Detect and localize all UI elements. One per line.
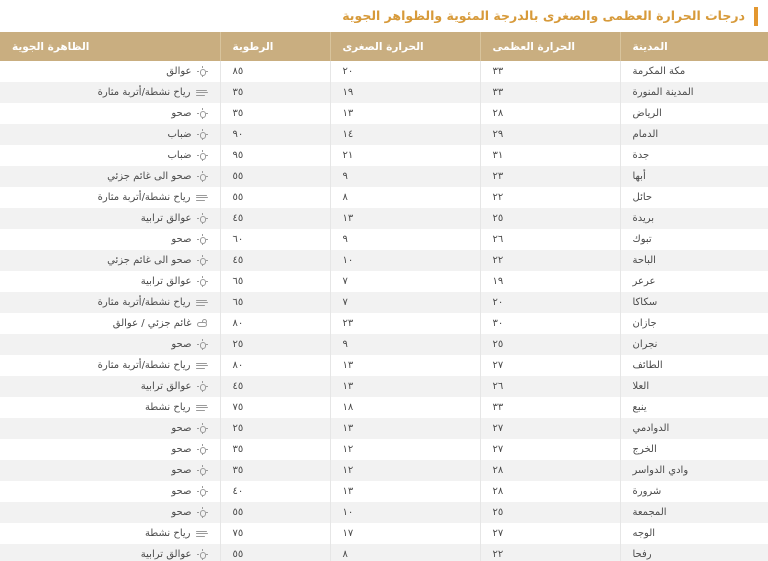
wind-icon bbox=[196, 297, 208, 308]
phenomenon-label: رياح نشطة/أتربة مثارة bbox=[97, 359, 191, 371]
cell-city: مكة المكرمة bbox=[620, 61, 768, 82]
sun-icon bbox=[197, 465, 208, 476]
cell-city: الرياض bbox=[620, 103, 768, 124]
cell-city: حائل bbox=[620, 187, 768, 208]
cell-phenomenon bbox=[0, 460, 220, 481]
sun-icon bbox=[197, 423, 208, 434]
wind-icon bbox=[196, 192, 208, 203]
cell-phenomenon bbox=[0, 439, 220, 460]
table-row bbox=[0, 523, 768, 544]
cell-min-temp: ١٠ bbox=[330, 502, 480, 523]
cell-city: شرورة bbox=[620, 481, 768, 502]
cell-min-temp: ٢١ bbox=[330, 145, 480, 166]
cell-city: سكاكا bbox=[620, 292, 768, 313]
cell-phenomenon bbox=[0, 334, 220, 355]
cell-phenomenon bbox=[0, 355, 220, 376]
table-row bbox=[0, 208, 768, 229]
cell-max-temp: ٣١ bbox=[480, 145, 620, 166]
cell-phenomenon bbox=[0, 82, 220, 103]
cell-max-temp: ٢٢ bbox=[480, 544, 620, 561]
table-row bbox=[0, 460, 768, 481]
cell-humidity: ٣٥ bbox=[220, 82, 330, 103]
cell-min-temp: ١٣ bbox=[330, 418, 480, 439]
cell-city: الوجه bbox=[620, 523, 768, 544]
cell-phenomenon bbox=[0, 250, 220, 271]
cell-min-temp: ١٢ bbox=[330, 460, 480, 481]
sun-icon bbox=[197, 234, 208, 245]
table-row bbox=[0, 292, 768, 313]
wind-icon bbox=[196, 402, 208, 413]
cell-min-temp: ٨ bbox=[330, 544, 480, 561]
cell-humidity: ٤٥ bbox=[220, 208, 330, 229]
table-row bbox=[0, 271, 768, 292]
cell-max-temp: ١٩ bbox=[480, 271, 620, 292]
cell-min-temp: ١٣ bbox=[330, 355, 480, 376]
table-row bbox=[0, 187, 768, 208]
cell-phenomenon bbox=[0, 397, 220, 418]
cell-city: الطائف bbox=[620, 355, 768, 376]
phenomenon-label: ضباب bbox=[167, 128, 192, 140]
cell-humidity: ٤٥ bbox=[220, 250, 330, 271]
cell-phenomenon bbox=[0, 481, 220, 502]
cell-min-temp: ١٧ bbox=[330, 523, 480, 544]
cell-city: الدوادمي bbox=[620, 418, 768, 439]
sun-icon bbox=[197, 129, 208, 140]
cell-max-temp: ٢٢ bbox=[480, 250, 620, 271]
table-body bbox=[0, 61, 768, 561]
phenomenon-label: عوالق ترابية bbox=[140, 212, 192, 224]
cell-phenomenon bbox=[0, 502, 220, 523]
cell-phenomenon bbox=[0, 271, 220, 292]
cell-min-temp: ٩ bbox=[330, 229, 480, 250]
cell-min-temp: ٩ bbox=[330, 166, 480, 187]
cell-humidity: ٨٠ bbox=[220, 355, 330, 376]
phenomenon-label: رياح نشطة/أتربة مثارة bbox=[97, 191, 191, 203]
cell-max-temp: ٢٣ bbox=[480, 166, 620, 187]
cell-min-temp: ١٠ bbox=[330, 250, 480, 271]
cell-humidity: ٦٥ bbox=[220, 292, 330, 313]
cell-phenomenon bbox=[0, 523, 220, 544]
cell-humidity: ٩٠ bbox=[220, 124, 330, 145]
table-row bbox=[0, 544, 768, 561]
cell-humidity: ٢٥ bbox=[220, 334, 330, 355]
cell-humidity: ٣٥ bbox=[220, 460, 330, 481]
table-row bbox=[0, 229, 768, 250]
page-title bbox=[0, 0, 768, 32]
cell-humidity: ٧٥ bbox=[220, 397, 330, 418]
cell-max-temp: ٣٣ bbox=[480, 397, 620, 418]
cell-humidity: ٤٠ bbox=[220, 481, 330, 502]
sun-icon bbox=[197, 255, 208, 266]
cell-min-temp: ١٤ bbox=[330, 124, 480, 145]
table-row bbox=[0, 397, 768, 418]
table-row bbox=[0, 250, 768, 271]
cell-phenomenon bbox=[0, 124, 220, 145]
sun-icon bbox=[197, 213, 208, 224]
cell-humidity: ٤٥ bbox=[220, 376, 330, 397]
table-row bbox=[0, 439, 768, 460]
table-header bbox=[0, 32, 768, 61]
phenomenon-label: عوالق ترابية bbox=[140, 548, 192, 560]
cell-city: جدة bbox=[620, 145, 768, 166]
phenomenon-label: عوالق ترابية bbox=[140, 275, 192, 287]
cell-humidity: ٥٥ bbox=[220, 187, 330, 208]
sun-icon bbox=[197, 549, 208, 560]
cell-humidity: ٦٥ bbox=[220, 271, 330, 292]
cell-phenomenon bbox=[0, 313, 220, 334]
cell-humidity: ٦٠ bbox=[220, 229, 330, 250]
table-row bbox=[0, 103, 768, 124]
cell-city: الدمام bbox=[620, 124, 768, 145]
phenomenon-label: صحو bbox=[171, 443, 192, 455]
cell-city: أبها bbox=[620, 166, 768, 187]
table-header-row bbox=[0, 32, 768, 61]
cell-humidity: ٧٥ bbox=[220, 523, 330, 544]
table-row bbox=[0, 502, 768, 523]
phenomenon-label: صحو الى غائم جزئي bbox=[107, 170, 192, 182]
cell-humidity: ٢٥ bbox=[220, 418, 330, 439]
table-row bbox=[0, 124, 768, 145]
cell-max-temp: ٢٥ bbox=[480, 502, 620, 523]
table-row bbox=[0, 376, 768, 397]
phenomenon-label: رياح نشطة/أتربة مثارة bbox=[97, 296, 191, 308]
phenomenon-label: صحو bbox=[171, 464, 192, 476]
sun-icon bbox=[197, 108, 208, 119]
cell-city: المجمعة bbox=[620, 502, 768, 523]
cell-phenomenon bbox=[0, 376, 220, 397]
phenomenon-label: صحو bbox=[171, 506, 192, 518]
cell-humidity: ٥٥ bbox=[220, 166, 330, 187]
cell-min-temp: ١٩ bbox=[330, 82, 480, 103]
sun-icon bbox=[197, 381, 208, 392]
cell-max-temp: ٢٨ bbox=[480, 481, 620, 502]
cell-max-temp: ٣٣ bbox=[480, 82, 620, 103]
cell-min-temp: ٨ bbox=[330, 187, 480, 208]
cell-phenomenon bbox=[0, 418, 220, 439]
cell-city: نجران bbox=[620, 334, 768, 355]
cell-max-temp: ٢٧ bbox=[480, 355, 620, 376]
cell-max-temp: ٢٥ bbox=[480, 208, 620, 229]
phenomenon-label: رياح نشطة/أتربة مثارة bbox=[97, 86, 191, 98]
cell-max-temp: ٢٦ bbox=[480, 229, 620, 250]
phenomenon-label: صحو bbox=[171, 233, 192, 245]
cell-phenomenon bbox=[0, 187, 220, 208]
table-row bbox=[0, 481, 768, 502]
column-header-min-temp[interactable]: الحرارة الصغرى bbox=[330, 32, 480, 61]
table-row bbox=[0, 82, 768, 103]
column-header-city[interactable]: المدينة bbox=[620, 32, 768, 61]
cell-max-temp: ٢٧ bbox=[480, 418, 620, 439]
cell-min-temp: ١٣ bbox=[330, 208, 480, 229]
sun-icon bbox=[197, 486, 208, 497]
phenomenon-label: صحو bbox=[171, 107, 192, 119]
cell-min-temp: ١٣ bbox=[330, 376, 480, 397]
cell-city: عرعر bbox=[620, 271, 768, 292]
cell-humidity: ٥٥ bbox=[220, 502, 330, 523]
cell-humidity: ٨٠ bbox=[220, 313, 330, 334]
cell-phenomenon bbox=[0, 292, 220, 313]
cell-phenomenon bbox=[0, 208, 220, 229]
table-row bbox=[0, 145, 768, 166]
cell-phenomenon bbox=[0, 145, 220, 166]
cell-max-temp: ٣٠ bbox=[480, 313, 620, 334]
cell-min-temp: ٧ bbox=[330, 292, 480, 313]
column-header-phenomenon[interactable]: الظاهرة الجوية bbox=[0, 32, 220, 61]
cell-min-temp: ١٣ bbox=[330, 103, 480, 124]
cell-city: جازان bbox=[620, 313, 768, 334]
phenomenon-label: رياح نشطة bbox=[144, 527, 191, 539]
cell-humidity: ٣٥ bbox=[220, 103, 330, 124]
phenomenon-label: عوالق ترابية bbox=[140, 380, 192, 392]
cell-city: ينبع bbox=[620, 397, 768, 418]
cell-max-temp: ٢٥ bbox=[480, 334, 620, 355]
cell-city: رفحا bbox=[620, 544, 768, 561]
cell-min-temp: ٢٣ bbox=[330, 313, 480, 334]
table-row bbox=[0, 61, 768, 82]
cell-max-temp: ٢٠ bbox=[480, 292, 620, 313]
sun-icon bbox=[197, 507, 208, 518]
cell-max-temp: ٢٩ bbox=[480, 124, 620, 145]
cell-min-temp: ٢٠ bbox=[330, 61, 480, 82]
cell-city: العلا bbox=[620, 376, 768, 397]
cell-phenomenon bbox=[0, 544, 220, 561]
cell-max-temp: ٢٨ bbox=[480, 103, 620, 124]
cell-humidity: ٥٥ bbox=[220, 544, 330, 561]
cell-min-temp: ١٣ bbox=[330, 481, 480, 502]
wind-icon bbox=[196, 360, 208, 371]
cell-humidity: ٩٥ bbox=[220, 145, 330, 166]
cell-max-temp: ٢٧ bbox=[480, 439, 620, 460]
cell-city: الخرج bbox=[620, 439, 768, 460]
wind-icon bbox=[196, 87, 208, 98]
cell-max-temp: ٢٦ bbox=[480, 376, 620, 397]
cell-humidity: ٣٥ bbox=[220, 439, 330, 460]
table-row bbox=[0, 334, 768, 355]
table-row bbox=[0, 355, 768, 376]
phenomenon-label: عوالق bbox=[166, 65, 192, 77]
wind-icon bbox=[196, 528, 208, 539]
phenomenon-label: صحو الى غائم جزئي bbox=[107, 254, 192, 266]
sun-icon bbox=[197, 339, 208, 350]
cell-min-temp: ٧ bbox=[330, 271, 480, 292]
partly-cloudy-icon bbox=[197, 318, 208, 329]
cell-phenomenon bbox=[0, 61, 220, 82]
cell-phenomenon bbox=[0, 166, 220, 187]
cell-min-temp: ١٨ bbox=[330, 397, 480, 418]
column-header-max-temp[interactable]: الحرارة العظمى bbox=[480, 32, 620, 61]
cell-city: وادي الدواسر bbox=[620, 460, 768, 481]
weather-table bbox=[0, 32, 768, 561]
title-accent-bar bbox=[754, 7, 758, 26]
cell-max-temp: ٣٣ bbox=[480, 61, 620, 82]
column-header-humidity[interactable]: الرطوبة bbox=[220, 32, 330, 61]
sun-icon bbox=[197, 171, 208, 182]
cell-humidity: ٨٥ bbox=[220, 61, 330, 82]
cell-min-temp: ١٢ bbox=[330, 439, 480, 460]
cell-max-temp: ٢٨ bbox=[480, 460, 620, 481]
cell-city: الباحة bbox=[620, 250, 768, 271]
phenomenon-label: غائم جزئي / عوالق bbox=[112, 317, 192, 329]
phenomenon-label: صحو bbox=[171, 338, 192, 350]
cell-city: تبوك bbox=[620, 229, 768, 250]
phenomenon-label: صحو bbox=[171, 422, 192, 434]
sun-icon bbox=[197, 444, 208, 455]
cell-city: المدينة المنورة bbox=[620, 82, 768, 103]
cell-city: بريدة bbox=[620, 208, 768, 229]
sun-icon bbox=[197, 150, 208, 161]
cell-max-temp: ٢٢ bbox=[480, 187, 620, 208]
table-row bbox=[0, 166, 768, 187]
phenomenon-label: صحو bbox=[171, 485, 192, 497]
cell-phenomenon bbox=[0, 229, 220, 250]
cell-phenomenon bbox=[0, 103, 220, 124]
sun-icon bbox=[197, 66, 208, 77]
cell-min-temp: ٩ bbox=[330, 334, 480, 355]
cell-max-temp: ٢٧ bbox=[480, 523, 620, 544]
table-row bbox=[0, 418, 768, 439]
phenomenon-label: رياح نشطة bbox=[144, 401, 191, 413]
page-title-text: درجات الحرارة العظمى والصغرى بالدرجة المئوية والظواهر الجوية bbox=[342, 7, 745, 23]
sun-icon bbox=[197, 276, 208, 287]
phenomenon-label: ضباب bbox=[167, 149, 192, 161]
table-row bbox=[0, 313, 768, 334]
